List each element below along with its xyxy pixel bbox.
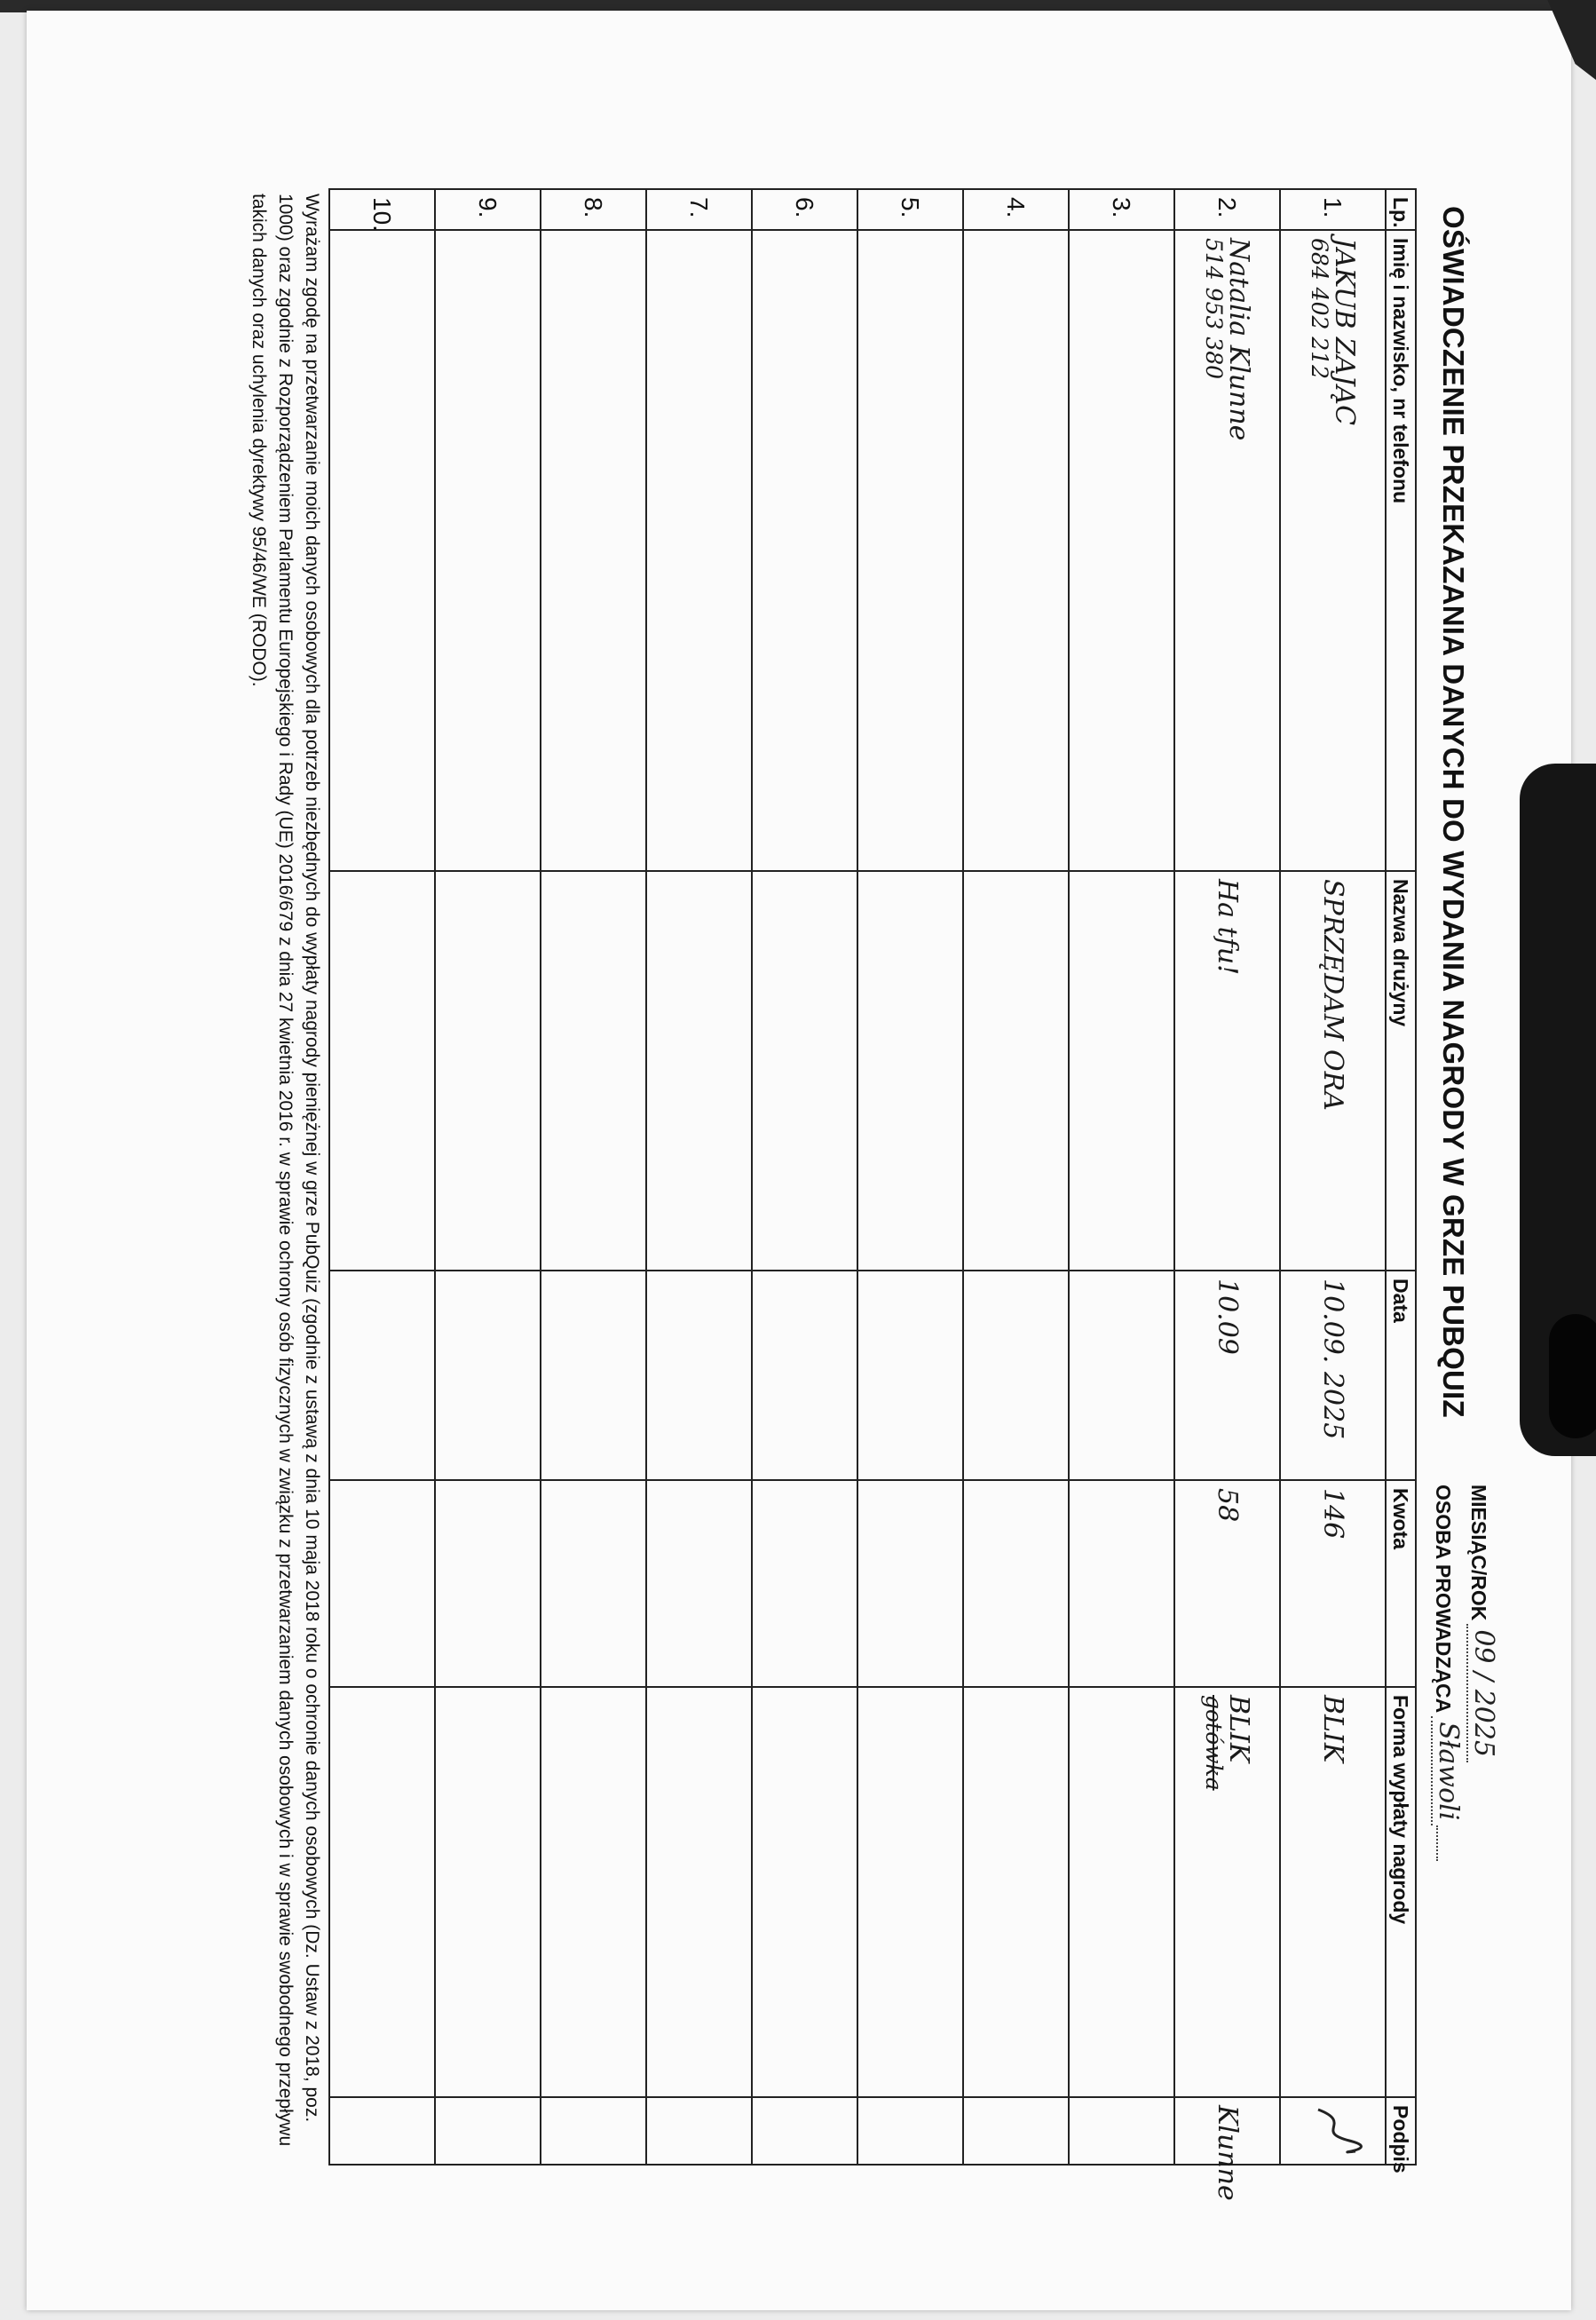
month-year-label: MIESIĄC/ROK — [1467, 1485, 1490, 1621]
name-phone-cell[interactable] — [435, 230, 541, 871]
payment-cell[interactable] — [1069, 1687, 1174, 2097]
form-title: OŚWIADCZENIE PRZEKAZANIA DANYCH DO WYDANIA NAGRODY W GRZE PUBQUIZ — [1437, 206, 1470, 1418]
name-phone-cell[interactable] — [541, 230, 646, 871]
gdpr-consent-text: Wyrażam zgodę na przetwarzanie moich danych osobowych dla potrzeb niezbędnych do wypłaty nagrody pieniężnej w grze PubQuiz (zgodnie z ustawą z dnia 10 maja 2018 roku o ochronie danych osobowych (Dz. Ustaw z 2018, poz. 1000) oraz zgodnie z Rozporządzeniem Parlamentu Europejskiego i Rady (UE) 2016/679 z dnia 27 kwietnia 2016 r. w sprawie ochrony osób fizycznych w związku z przetwarzaniem danych osobowych i w sprawie swobodnego przepływu takich danych oraz uchylenia dyrektywy 95/46/WE (RODO). — [249, 194, 322, 2147]
signature-cell[interactable] — [329, 2097, 435, 2165]
signature-cell[interactable] — [541, 2097, 646, 2165]
winners-table — [328, 188, 1417, 2201]
row-number: 8. — [541, 189, 646, 230]
team-cell[interactable] — [329, 871, 435, 1271]
team-cell[interactable] — [857, 871, 963, 1271]
table-row — [541, 189, 646, 2165]
month-year-field[interactable]: 09 / 2025 — [1466, 1624, 1499, 1762]
date-cell[interactable]: 10.09. 2025 — [1280, 1271, 1386, 1480]
amount-cell[interactable] — [646, 1480, 752, 1687]
name-text: JAKUB ZAJĄC — [1329, 238, 1361, 426]
table-row — [1174, 189, 1280, 2165]
amount-cell[interactable] — [1069, 1480, 1174, 1687]
amount-cell[interactable] — [435, 1480, 541, 1687]
date-cell[interactable] — [435, 1271, 541, 1480]
table-row — [857, 189, 963, 2165]
name-phone-cell[interactable] — [857, 230, 963, 871]
host-field[interactable]: Sławoli — [1431, 1716, 1464, 1825]
name-phone-cell[interactable] — [1280, 230, 1386, 871]
team-cell[interactable]: SPRZĘDAM ORA — [1280, 871, 1386, 1271]
host-dotted-line — [1436, 1825, 1440, 1861]
table-header-row — [1386, 189, 1416, 2165]
date-cell[interactable] — [1069, 1271, 1174, 1480]
date-cell[interactable] — [857, 1271, 963, 1480]
team-cell[interactable] — [963, 871, 1069, 1271]
team-cell[interactable] — [752, 871, 857, 1271]
payment-text: BLIK — [1223, 1695, 1255, 1763]
date-cell[interactable] — [752, 1271, 857, 1480]
phone-text: 514 953 380 — [1200, 238, 1227, 380]
payment-cell[interactable] — [1174, 1687, 1280, 2097]
host-row — [1431, 1485, 1466, 2284]
signature-cell[interactable]: Klunne — [1174, 2097, 1280, 2165]
col-header-signature: Podpis — [1386, 2097, 1416, 2165]
payment-cell[interactable] — [752, 1687, 857, 2097]
payment-text: BLIK — [1317, 1695, 1349, 1763]
table-row — [1280, 189, 1386, 2165]
team-cell[interactable] — [541, 871, 646, 1271]
signature-cell[interactable] — [857, 2097, 963, 2165]
payment-cell[interactable] — [329, 1687, 435, 2097]
name-phone-cell[interactable] — [646, 230, 752, 871]
row-number: 1. — [1280, 189, 1386, 230]
date-cell[interactable] — [541, 1271, 646, 1480]
table-row — [329, 189, 435, 2165]
host-label: OSOBA PROWADZĄCA — [1432, 1485, 1455, 1714]
row-number: 9. — [435, 189, 541, 230]
amount-cell[interactable]: 58 — [1174, 1480, 1280, 1687]
amount-cell[interactable] — [963, 1480, 1069, 1687]
signature-cell[interactable] — [1280, 2097, 1386, 2165]
col-header-team: Nazwa drużyny — [1386, 871, 1416, 1271]
col-header-amount: Kwota — [1386, 1480, 1416, 1687]
payment-cell[interactable] — [1280, 1687, 1386, 2097]
row-number: 5. — [857, 189, 963, 230]
prize-data-form — [188, 170, 1499, 2284]
row-number: 3. — [1069, 189, 1174, 230]
col-header-date: Data — [1386, 1271, 1416, 1480]
table-row — [435, 189, 541, 2165]
name-phone-cell[interactable] — [1069, 230, 1174, 871]
row-number: 7. — [646, 189, 752, 230]
payment-cell[interactable] — [963, 1687, 1069, 2097]
col-header-lp: Lp. — [1386, 189, 1416, 230]
form-meta — [1431, 1485, 1502, 2284]
name-phone-cell[interactable] — [963, 230, 1069, 871]
signature-cell[interactable] — [646, 2097, 752, 2165]
date-cell[interactable]: 10.09 — [1174, 1271, 1280, 1480]
signature-cell[interactable] — [435, 2097, 541, 2165]
row-number: 6. — [752, 189, 857, 230]
payment-struck-text: gotówka — [1200, 1695, 1227, 1791]
date-cell[interactable] — [963, 1271, 1069, 1480]
name-phone-cell[interactable] — [329, 230, 435, 871]
signature-cell[interactable] — [963, 2097, 1069, 2165]
name-text: Natalia Klunne — [1223, 238, 1255, 441]
col-header-name-phone: Imię i nazwisko, nr telefonu — [1386, 230, 1416, 871]
team-cell[interactable] — [646, 871, 752, 1271]
date-cell[interactable] — [329, 1271, 435, 1480]
amount-cell[interactable]: 146 — [1280, 1480, 1386, 1687]
row-number: 2. — [1174, 189, 1280, 230]
row-number: 4. — [963, 189, 1069, 230]
payment-cell[interactable] — [857, 1687, 963, 2097]
amount-cell[interactable] — [857, 1480, 963, 1687]
phone-text: 684 402 212 — [1306, 238, 1332, 380]
team-cell[interactable] — [1069, 871, 1174, 1271]
signature-cell[interactable] — [1069, 2097, 1174, 2165]
payment-cell[interactable] — [541, 1687, 646, 2097]
payment-cell[interactable] — [646, 1687, 752, 2097]
team-cell[interactable] — [435, 871, 541, 1271]
row-number: 10. — [329, 189, 435, 230]
table-row — [752, 189, 857, 2165]
name-phone-cell[interactable] — [752, 230, 857, 871]
month-year-row — [1466, 1485, 1502, 2284]
date-cell[interactable] — [646, 1271, 752, 1480]
signature-cell[interactable] — [752, 2097, 857, 2165]
table-row — [963, 189, 1069, 2165]
team-cell[interactable]: Ha tfu! — [1174, 871, 1280, 1271]
signature-scribble-icon — [1309, 2105, 1363, 2158]
clipboard-clip-lever — [1549, 1314, 1596, 1438]
table-row — [646, 189, 752, 2165]
amount-cell[interactable] — [329, 1480, 435, 1687]
col-header-payment: Forma wypłaty nagrody — [1386, 1687, 1416, 2097]
amount-cell[interactable] — [752, 1480, 857, 1687]
name-phone-cell[interactable] — [1174, 230, 1280, 871]
amount-cell[interactable] — [541, 1480, 646, 1687]
table-row — [1069, 189, 1174, 2165]
payment-cell[interactable] — [435, 1687, 541, 2097]
